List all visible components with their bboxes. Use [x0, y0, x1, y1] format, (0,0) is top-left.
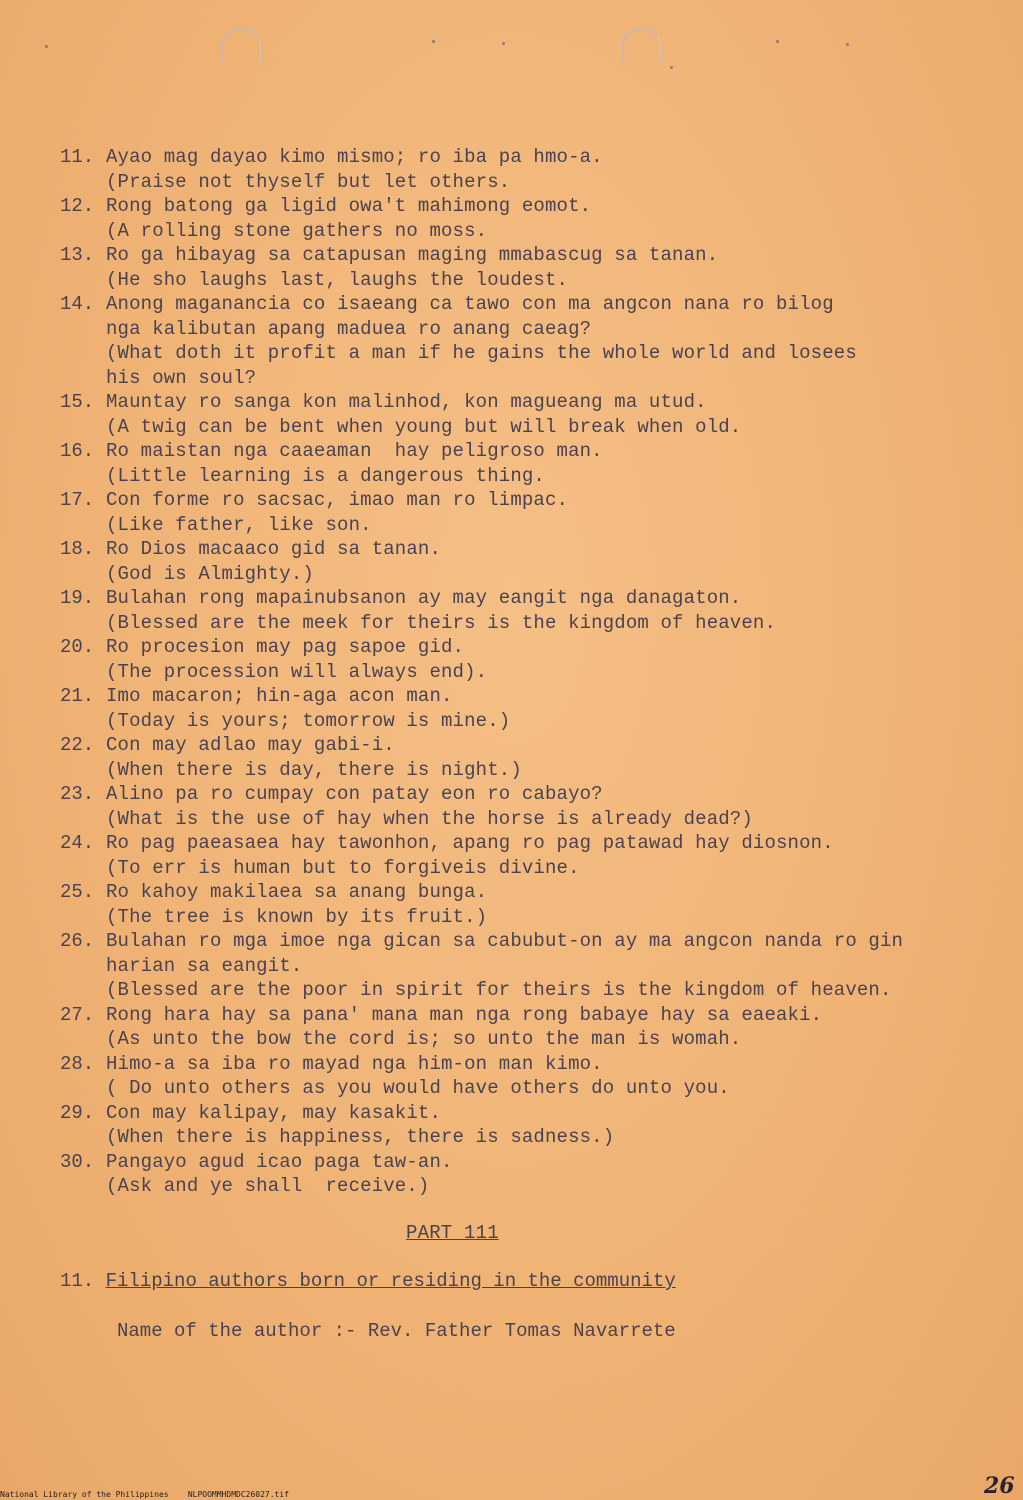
- proverb-translation-line: (The procession will always end).: [106, 660, 488, 683]
- author-line: Name of the author :- Rev. Father Tomas Navarrete: [117, 1320, 676, 1342]
- proverb-item: [60, 831, 980, 880]
- proverb-number: 25.: [60, 881, 95, 903]
- proverb-text-line: Con may adlao may gabi-i.: [106, 734, 395, 756]
- speck: [45, 45, 48, 48]
- proverb-text-line: Rong batong ga ligid owa't mahimong eomot.: [106, 195, 592, 217]
- proverb-number: 27.: [60, 1003, 95, 1026]
- punch-hole-right: [622, 28, 661, 60]
- proverb-text-line: Ro Dios macaaco gid sa tanan.: [106, 538, 442, 560]
- proverb-number: 15.: [60, 391, 95, 413]
- proverb-translation-line: (As unto the bow the cord is; so unto the man is womah.: [106, 1028, 742, 1050]
- scan-footer: National Library of the Philippines NLPOOMMHDMDC26027.tif: [0, 1490, 289, 1499]
- proverb-text-line: Con may kalipay, may kasakit.: [106, 1101, 442, 1124]
- proverb-number: 28.: [60, 1052, 95, 1075]
- punch-hole-left: [222, 28, 261, 60]
- page-number: 26: [984, 1473, 1015, 1499]
- proverbs-document: [60, 145, 980, 1199]
- proverb-item: [60, 243, 980, 292]
- proverb-text-line: Bulahan rong mapainubsanon ay may eangit nga danagaton.: [106, 587, 742, 609]
- speck: [432, 40, 435, 43]
- proverb-number: 24.: [60, 832, 95, 854]
- proverb-item: [60, 488, 980, 537]
- proverb-item: [60, 390, 980, 439]
- speck: [670, 66, 673, 69]
- section-number: 11.: [60, 1270, 95, 1292]
- proverb-translation-line: (Today is yours; tomorrow is mine.): [106, 709, 511, 732]
- proverb-text-line: his own soul?: [106, 366, 257, 389]
- proverb-text-line: Anong maganancia co isaeang ca tawo con ma angcon nana ro bilog: [106, 293, 834, 315]
- proverb-translation-line: (Blessed are the meek for theirs is the kingdom of heaven.: [106, 611, 777, 634]
- proverb-translation-line: (What is the use of hay when the horse is already dead?): [106, 807, 753, 830]
- proverb-translation-line: ( Do unto others as you would have others do unto you.: [106, 1077, 730, 1099]
- proverb-number: 20.: [60, 636, 95, 658]
- proverb-number: 26.: [60, 930, 95, 952]
- proverb-number: 11.: [60, 146, 95, 168]
- proverb-text-line: Con forme ro sacsac, imao man ro limpac.: [106, 489, 569, 511]
- proverb-item: [60, 292, 980, 390]
- proverb-text-line: Ayao mag dayao kimo mismo; ro iba pa hmo-a.: [106, 146, 603, 168]
- proverb-number: 18.: [60, 538, 95, 560]
- proverb-number: 12.: [60, 195, 95, 217]
- proverb-translation-line: (When there is day, there is night.): [106, 758, 522, 781]
- proverb-text-line: Ro pag paeasaea hay tawonhon, apang ro pag patawad hay diosnon.: [106, 832, 834, 854]
- proverb-translation-line: (Like father, like son.: [106, 513, 372, 536]
- proverb-number: 22.: [60, 734, 95, 756]
- section-title: Filipino authors born or residing in the community: [105, 1270, 676, 1292]
- proverb-text-line: Ro procesion may pag sapoe gid.: [106, 636, 465, 658]
- proverb-translation-line: (What doth it profit a man if he gains the whole world and losees: [106, 342, 857, 364]
- proverb-text-line: Ro maistan nga caaeaman hay peligroso man.: [106, 440, 603, 462]
- proverb-number: 19.: [60, 587, 95, 609]
- proverb-translation-line: (He sho laughs last, laughs the loudest.: [106, 268, 569, 291]
- proverb-item: [60, 1150, 980, 1199]
- proverb-translation-line: (A rolling stone gathers no moss.: [106, 219, 488, 242]
- proverb-item: [60, 880, 980, 929]
- proverbs-list: [60, 145, 980, 1199]
- proverb-item: [60, 439, 980, 488]
- proverb-number: 30.: [60, 1150, 95, 1173]
- proverb-text-line: Imo macaron; hin-aga acon man.: [106, 685, 453, 707]
- speck: [776, 40, 779, 43]
- proverb-number: 23.: [60, 783, 95, 805]
- proverb-number: 17.: [60, 489, 95, 511]
- proverb-text-line: Pangayo agud icao paga taw-an.: [106, 1150, 453, 1173]
- proverb-item: [60, 684, 980, 733]
- proverb-item: [60, 145, 980, 194]
- proverb-item: [60, 635, 980, 684]
- proverb-translation-line: (Ask and ye shall receive.): [106, 1175, 430, 1197]
- proverb-item: [60, 782, 980, 831]
- proverb-item: [60, 929, 980, 1003]
- proverb-item: [60, 586, 980, 635]
- proverb-item: [60, 1003, 980, 1052]
- proverb-item: [60, 1052, 980, 1101]
- proverb-number: 14.: [60, 293, 95, 315]
- proverb-number: 21.: [60, 685, 95, 707]
- proverb-translation-line: (God is Almighty.): [106, 562, 314, 585]
- proverb-text-line: harian sa eangit.: [106, 954, 303, 977]
- proverb-item: [60, 1101, 980, 1150]
- proverb-text-line: Ro kahoy makilaea sa anang bunga.: [106, 881, 488, 903]
- proverb-translation-line: (Little learning is a dangerous thing.: [106, 464, 545, 487]
- proverb-text-line: Alino pa ro cumpay con patay eon ro cabayo?: [106, 783, 603, 805]
- proverb-translation-line: (To err is human but to forgiveis divine.: [106, 856, 580, 879]
- proverb-text-line: Mauntay ro sanga kon malinhod, kon magueang ma utud.: [106, 391, 707, 413]
- proverb-item: [60, 194, 980, 243]
- speck: [846, 43, 849, 46]
- proverb-translation-line: (The tree is known by its fruit.): [106, 905, 488, 928]
- proverb-translation-line: (When there is happiness, there is sadness.): [106, 1126, 615, 1148]
- proverb-item: [60, 537, 980, 586]
- proverb-text-line: Ro ga hibayag sa catapusan maging mmabascug sa tanan.: [106, 244, 719, 266]
- proverb-number: 29.: [60, 1101, 95, 1124]
- part-heading: PART 111: [406, 1222, 499, 1244]
- proverb-translation-line: (Praise not thyself but let others.: [106, 170, 511, 193]
- proverb-text-line: Bulahan ro mga imoe nga gican sa cabubut-on ay ma angcon nanda ro gin: [106, 930, 904, 952]
- proverb-text-line: Himo-a sa iba ro mayad nga him-on man kimo.: [106, 1052, 603, 1075]
- proverb-text-line: Rong hara hay sa pana' mana man nga rong babaye hay sa eaeaki.: [106, 1003, 823, 1026]
- proverb-item: [60, 733, 980, 782]
- proverb-number: 16.: [60, 440, 95, 462]
- proverb-translation-line: (Blessed are the poor in spirit for theirs is the kingdom of heaven.: [106, 979, 892, 1001]
- proverb-translation-line: (A twig can be bent when young but will break when old.: [106, 415, 742, 438]
- proverb-number: 13.: [60, 244, 95, 266]
- section-heading: [60, 1270, 676, 1292]
- proverb-text-line: nga kalibutan apang maduea ro anang caeag?: [106, 317, 592, 340]
- speck: [502, 42, 505, 45]
